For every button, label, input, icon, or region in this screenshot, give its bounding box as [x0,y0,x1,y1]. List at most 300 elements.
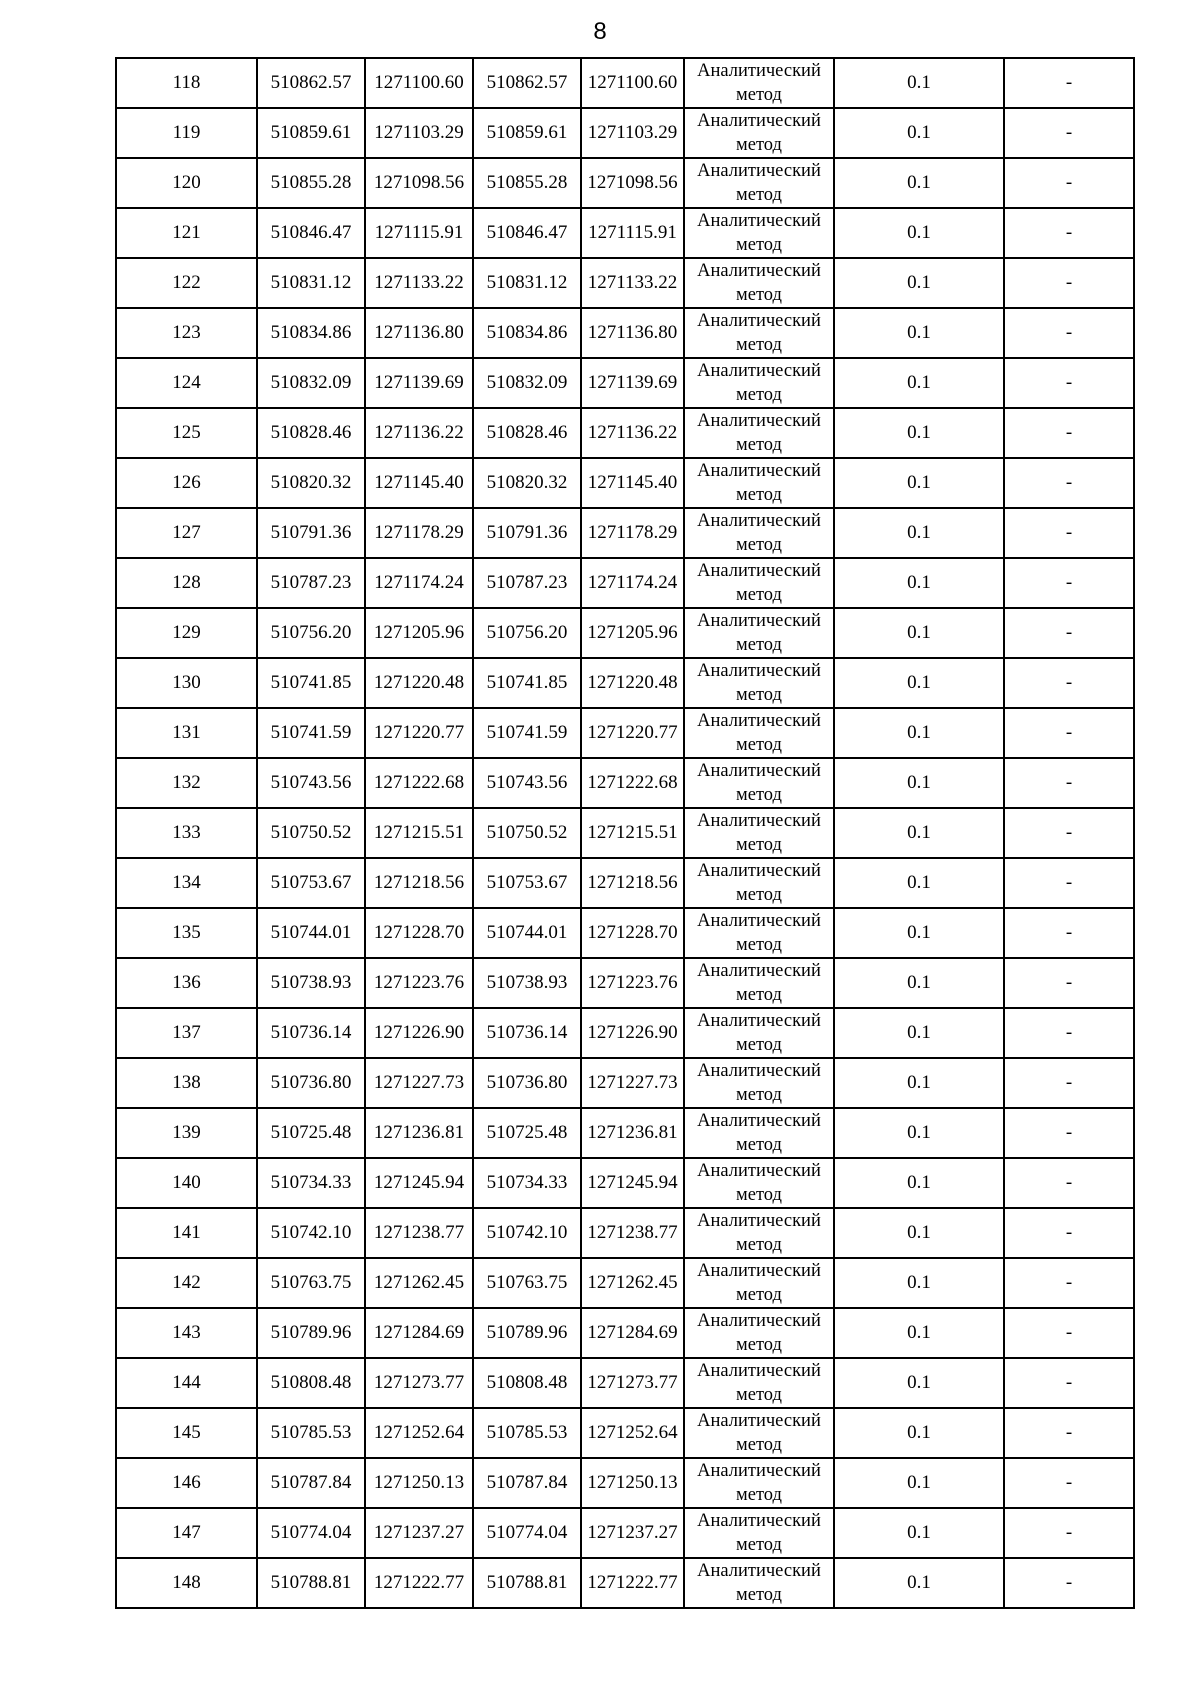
point-number-cell: 145 [116,1408,257,1458]
accuracy-cell: 0.1 [834,1458,1004,1508]
y-refined-cell: 1271115.91 [581,208,684,258]
point-number-cell: 134 [116,858,257,908]
y-existing-cell: 1271220.48 [365,658,473,708]
method-line-1: Аналитический [697,1461,821,1481]
method-line-1: Аналитический [697,361,821,381]
y-existing-cell: 1271133.22 [365,258,473,308]
table-row [116,608,1134,658]
accuracy-cell: 0.1 [834,208,1004,258]
y-existing-cell: 1271223.76 [365,958,473,1008]
note-cell: - [1004,508,1134,558]
x-existing-cell: 510788.81 [257,1558,365,1608]
note-cell: - [1004,908,1134,958]
x-existing-cell: 510741.59 [257,708,365,758]
table-row [116,1308,1134,1358]
table-row [116,1158,1134,1208]
y-refined-cell: 1271136.22 [581,408,684,458]
x-existing-cell: 510808.48 [257,1358,365,1408]
point-number-cell: 144 [116,1358,257,1408]
y-refined-cell: 1271220.77 [581,708,684,758]
method-line-1: Аналитический [697,661,821,681]
x-existing-cell: 510750.52 [257,808,365,858]
method-line-1: Аналитический [697,461,821,481]
point-number-cell: 146 [116,1458,257,1508]
method-line-1: Аналитический [697,261,821,281]
x-existing-cell: 510831.12 [257,258,365,308]
method-line-1: Аналитический [697,861,821,881]
method-cell [684,758,834,808]
note-cell: - [1004,108,1134,158]
y-refined-cell: 1271250.13 [581,1458,684,1508]
accuracy-cell: 0.1 [834,1058,1004,1108]
accuracy-cell: 0.1 [834,158,1004,208]
y-refined-cell: 1271222.68 [581,758,684,808]
y-refined-cell: 1271174.24 [581,558,684,608]
accuracy-cell: 0.1 [834,358,1004,408]
x-refined-cell: 510742.10 [473,1208,581,1258]
coordinates-table [115,57,1135,1609]
method-cell [684,808,834,858]
y-existing-cell: 1271136.80 [365,308,473,358]
x-existing-cell: 510787.23 [257,558,365,608]
method-line-2: метод [736,785,782,805]
method-cell [684,908,834,958]
method-line-2: метод [736,1585,782,1605]
x-existing-cell: 510736.80 [257,1058,365,1108]
x-existing-cell: 510743.56 [257,758,365,808]
method-line-2: метод [736,485,782,505]
x-existing-cell: 510734.33 [257,1158,365,1208]
method-cell [684,1258,834,1308]
y-refined-cell: 1271237.27 [581,1508,684,1558]
table-row [116,1358,1134,1408]
x-existing-cell: 510787.84 [257,1458,365,1508]
x-refined-cell: 510774.04 [473,1508,581,1558]
x-refined-cell: 510788.81 [473,1558,581,1608]
table-row [116,808,1134,858]
note-cell: - [1004,408,1134,458]
x-existing-cell: 510725.48 [257,1108,365,1158]
x-refined-cell: 510725.48 [473,1108,581,1158]
method-cell [684,1358,834,1408]
x-existing-cell: 510756.20 [257,608,365,658]
method-line-2: метод [736,335,782,355]
method-line-1: Аналитический [697,111,821,131]
point-number-cell: 124 [116,358,257,408]
x-existing-cell: 510785.53 [257,1408,365,1458]
point-number-cell: 121 [116,208,257,258]
y-refined-cell: 1271226.90 [581,1008,684,1058]
note-cell: - [1004,1208,1134,1258]
x-existing-cell: 510753.67 [257,858,365,908]
x-refined-cell: 510859.61 [473,108,581,158]
y-existing-cell: 1271215.51 [365,808,473,858]
x-refined-cell: 510828.46 [473,408,581,458]
method-cell [684,1458,834,1508]
point-number-cell: 148 [116,1558,257,1608]
method-cell [684,658,834,708]
method-line-2: метод [736,1035,782,1055]
y-existing-cell: 1271098.56 [365,158,473,208]
x-refined-cell: 510756.20 [473,608,581,658]
x-existing-cell: 510774.04 [257,1508,365,1558]
point-number-cell: 126 [116,458,257,508]
point-number-cell: 136 [116,958,257,1008]
method-cell [684,408,834,458]
point-number-cell: 125 [116,408,257,458]
method-cell [684,1158,834,1208]
method-line-2: метод [736,685,782,705]
y-existing-cell: 1271273.77 [365,1358,473,1408]
note-cell: - [1004,458,1134,508]
method-line-2: метод [736,435,782,455]
table-row [116,258,1134,308]
note-cell: - [1004,258,1134,308]
method-line-2: метод [736,985,782,1005]
method-line-1: Аналитический [697,1561,821,1581]
method-cell [684,108,834,158]
method-line-1: Аналитический [697,911,821,931]
method-cell [684,1408,834,1458]
method-line-2: метод [736,1435,782,1455]
accuracy-cell: 0.1 [834,1308,1004,1358]
method-line-2: метод [736,135,782,155]
x-existing-cell: 510832.09 [257,358,365,408]
table-row [116,558,1134,608]
y-refined-cell: 1271228.70 [581,908,684,958]
y-existing-cell: 1271228.70 [365,908,473,958]
y-existing-cell: 1271115.91 [365,208,473,258]
accuracy-cell: 0.1 [834,508,1004,558]
method-line-2: метод [736,1335,782,1355]
note-cell: - [1004,1108,1134,1158]
point-number-cell: 135 [116,908,257,958]
method-line-1: Аналитический [697,511,821,531]
y-refined-cell: 1271273.77 [581,1358,684,1408]
method-line-1: Аналитический [697,1011,821,1031]
note-cell: - [1004,1408,1134,1458]
method-line-1: Аналитический [697,161,821,181]
method-cell [684,1208,834,1258]
table-row [116,358,1134,408]
x-refined-cell: 510785.53 [473,1408,581,1458]
x-refined-cell: 510736.14 [473,1008,581,1058]
y-existing-cell: 1271145.40 [365,458,473,508]
accuracy-cell: 0.1 [834,908,1004,958]
y-existing-cell: 1271284.69 [365,1308,473,1358]
method-line-2: метод [736,1185,782,1205]
note-cell: - [1004,708,1134,758]
y-existing-cell: 1271222.77 [365,1558,473,1608]
point-number-cell: 120 [116,158,257,208]
table-row [116,1108,1134,1158]
note-cell: - [1004,1158,1134,1208]
x-existing-cell: 510736.14 [257,1008,365,1058]
x-refined-cell: 510855.28 [473,158,581,208]
note-cell: - [1004,358,1134,408]
method-line-2: метод [736,185,782,205]
note-cell: - [1004,608,1134,658]
method-line-1: Аналитический [697,961,821,981]
method-line-2: метод [736,1135,782,1155]
method-line-2: метод [736,1385,782,1405]
method-line-2: метод [736,735,782,755]
accuracy-cell: 0.1 [834,1558,1004,1608]
y-existing-cell: 1271222.68 [365,758,473,808]
y-existing-cell: 1271220.77 [365,708,473,758]
point-number-cell: 143 [116,1308,257,1358]
method-line-1: Аналитический [697,1361,821,1381]
y-existing-cell: 1271262.45 [365,1258,473,1308]
x-refined-cell: 510753.67 [473,858,581,908]
table-row [116,208,1134,258]
accuracy-cell: 0.1 [834,1158,1004,1208]
point-number-cell: 130 [116,658,257,708]
method-line-1: Аналитический [697,1311,821,1331]
y-refined-cell: 1271178.29 [581,508,684,558]
y-refined-cell: 1271227.73 [581,1058,684,1108]
table-body [116,58,1134,1608]
accuracy-cell: 0.1 [834,258,1004,308]
point-number-cell: 128 [116,558,257,608]
table-row [116,108,1134,158]
method-line-1: Аналитический [697,1161,821,1181]
y-refined-cell: 1271262.45 [581,1258,684,1308]
table-row [116,458,1134,508]
y-refined-cell: 1271222.77 [581,1558,684,1608]
accuracy-cell: 0.1 [834,558,1004,608]
accuracy-cell: 0.1 [834,758,1004,808]
x-existing-cell: 510789.96 [257,1308,365,1358]
accuracy-cell: 0.1 [834,808,1004,858]
method-line-2: метод [736,1085,782,1105]
point-number-cell: 147 [116,1508,257,1558]
method-line-1: Аналитический [697,1511,821,1531]
note-cell: - [1004,1258,1134,1308]
method-line-1: Аналитический [697,811,821,831]
method-cell [684,158,834,208]
y-existing-cell: 1271227.73 [365,1058,473,1108]
y-refined-cell: 1271145.40 [581,458,684,508]
y-refined-cell: 1271245.94 [581,1158,684,1208]
y-existing-cell: 1271250.13 [365,1458,473,1508]
accuracy-cell: 0.1 [834,458,1004,508]
x-refined-cell: 510789.96 [473,1308,581,1358]
table-row [116,158,1134,208]
method-line-1: Аналитический [697,1211,821,1231]
point-number-cell: 140 [116,1158,257,1208]
point-number-cell: 138 [116,1058,257,1108]
x-existing-cell: 510763.75 [257,1258,365,1308]
x-refined-cell: 510832.09 [473,358,581,408]
x-existing-cell: 510828.46 [257,408,365,458]
method-line-2: метод [736,635,782,655]
x-refined-cell: 510862.57 [473,58,581,108]
table-row [116,58,1134,108]
point-number-cell: 129 [116,608,257,658]
x-refined-cell: 510736.80 [473,1058,581,1108]
x-existing-cell: 510820.32 [257,458,365,508]
y-existing-cell: 1271238.77 [365,1208,473,1258]
method-line-2: метод [736,585,782,605]
method-line-2: метод [736,235,782,255]
y-refined-cell: 1271098.56 [581,158,684,208]
x-refined-cell: 510741.59 [473,708,581,758]
y-refined-cell: 1271205.96 [581,608,684,658]
y-existing-cell: 1271100.60 [365,58,473,108]
y-existing-cell: 1271178.29 [365,508,473,558]
y-existing-cell: 1271174.24 [365,558,473,608]
table-row [116,1458,1134,1508]
x-refined-cell: 510787.84 [473,1458,581,1508]
note-cell: - [1004,758,1134,808]
method-line-2: метод [736,1285,782,1305]
table-row [116,908,1134,958]
y-refined-cell: 1271133.22 [581,258,684,308]
table-row [116,708,1134,758]
table-row [116,1508,1134,1558]
method-line-2: метод [736,835,782,855]
y-existing-cell: 1271237.27 [365,1508,473,1558]
note-cell: - [1004,1358,1134,1408]
note-cell: - [1004,858,1134,908]
x-existing-cell: 510862.57 [257,58,365,108]
table-row [116,1208,1134,1258]
table-row [116,958,1134,1008]
x-refined-cell: 510820.32 [473,458,581,508]
method-line-2: метод [736,885,782,905]
y-refined-cell: 1271284.69 [581,1308,684,1358]
accuracy-cell: 0.1 [834,408,1004,458]
method-cell [684,708,834,758]
note-cell: - [1004,208,1134,258]
note-cell: - [1004,1508,1134,1558]
table-row [116,1008,1134,1058]
method-cell [684,1108,834,1158]
y-existing-cell: 1271236.81 [365,1108,473,1158]
y-refined-cell: 1271139.69 [581,358,684,408]
accuracy-cell: 0.1 [834,1408,1004,1458]
y-refined-cell: 1271238.77 [581,1208,684,1258]
method-cell [684,1558,834,1608]
x-refined-cell: 510743.56 [473,758,581,808]
method-cell [684,958,834,1008]
note-cell: - [1004,1558,1134,1608]
method-line-2: метод [736,535,782,555]
x-refined-cell: 510734.33 [473,1158,581,1208]
table-row [116,858,1134,908]
point-number-cell: 139 [116,1108,257,1158]
x-refined-cell: 510787.23 [473,558,581,608]
point-number-cell: 141 [116,1208,257,1258]
x-refined-cell: 510741.85 [473,658,581,708]
note-cell: - [1004,1058,1134,1108]
y-refined-cell: 1271252.64 [581,1408,684,1458]
note-cell: - [1004,1008,1134,1058]
accuracy-cell: 0.1 [834,958,1004,1008]
method-cell [684,1008,834,1058]
method-line-1: Аналитический [697,711,821,731]
y-existing-cell: 1271103.29 [365,108,473,158]
accuracy-cell: 0.1 [834,708,1004,758]
accuracy-cell: 0.1 [834,1108,1004,1158]
table-row [116,308,1134,358]
x-refined-cell: 510831.12 [473,258,581,308]
y-existing-cell: 1271205.96 [365,608,473,658]
y-refined-cell: 1271218.56 [581,858,684,908]
x-refined-cell: 510763.75 [473,1258,581,1308]
y-existing-cell: 1271226.90 [365,1008,473,1058]
method-line-2: метод [736,1235,782,1255]
method-cell [684,1508,834,1558]
note-cell: - [1004,158,1134,208]
y-existing-cell: 1271245.94 [365,1158,473,1208]
method-line-2: метод [736,285,782,305]
x-existing-cell: 510834.86 [257,308,365,358]
method-line-1: Аналитический [697,761,821,781]
y-refined-cell: 1271220.48 [581,658,684,708]
y-refined-cell: 1271103.29 [581,108,684,158]
x-existing-cell: 510741.85 [257,658,365,708]
x-refined-cell: 510834.86 [473,308,581,358]
table-row [116,1058,1134,1108]
point-number-cell: 118 [116,58,257,108]
point-number-cell: 133 [116,808,257,858]
method-cell [684,308,834,358]
note-cell: - [1004,1458,1134,1508]
x-existing-cell: 510859.61 [257,108,365,158]
method-cell [684,458,834,508]
y-existing-cell: 1271136.22 [365,408,473,458]
method-cell [684,1308,834,1358]
y-refined-cell: 1271215.51 [581,808,684,858]
method-line-1: Аналитический [697,561,821,581]
table-row [116,1408,1134,1458]
method-cell [684,608,834,658]
accuracy-cell: 0.1 [834,858,1004,908]
table-row [116,508,1134,558]
method-cell [684,508,834,558]
accuracy-cell: 0.1 [834,108,1004,158]
method-line-1: Аналитический [697,1261,821,1281]
x-refined-cell: 510744.01 [473,908,581,958]
accuracy-cell: 0.1 [834,658,1004,708]
x-existing-cell: 510855.28 [257,158,365,208]
method-cell [684,858,834,908]
y-refined-cell: 1271100.60 [581,58,684,108]
table-row [116,1558,1134,1608]
x-refined-cell: 510738.93 [473,958,581,1008]
method-cell [684,58,834,108]
note-cell: - [1004,558,1134,608]
note-cell: - [1004,1308,1134,1358]
x-existing-cell: 510742.10 [257,1208,365,1258]
method-line-2: метод [736,935,782,955]
y-existing-cell: 1271252.64 [365,1408,473,1458]
point-number-cell: 131 [116,708,257,758]
x-refined-cell: 510750.52 [473,808,581,858]
method-line-1: Аналитический [697,311,821,331]
point-number-cell: 123 [116,308,257,358]
method-cell [684,1058,834,1108]
method-line-2: метод [736,1535,782,1555]
y-refined-cell: 1271236.81 [581,1108,684,1158]
x-existing-cell: 510846.47 [257,208,365,258]
method-cell [684,208,834,258]
method-line-1: Аналитический [697,61,821,81]
y-refined-cell: 1271136.80 [581,308,684,358]
note-cell: - [1004,658,1134,708]
